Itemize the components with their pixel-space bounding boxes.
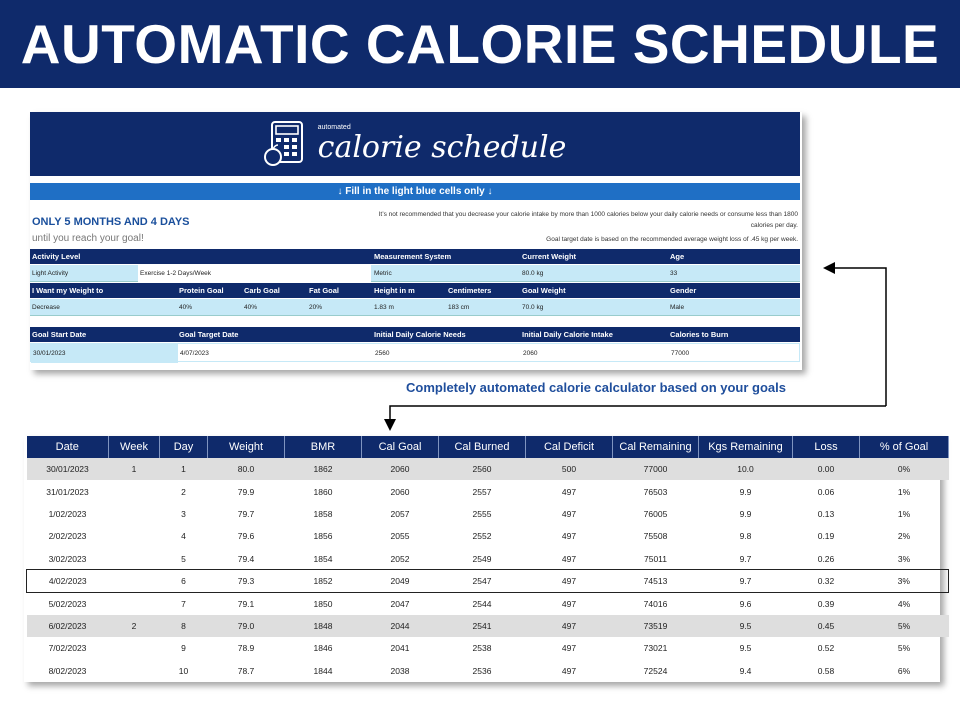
cell-weight[interactable]: 80.0 — [208, 458, 285, 480]
cell-loss[interactable]: 0.13 — [817, 508, 835, 519]
cell-cal-burned[interactable]: 2560 — [439, 458, 526, 480]
hdr-protein-goal: Protein Goal — [179, 286, 224, 295]
cell-day[interactable]: 8 — [160, 615, 208, 637]
cell-percent-of-goal[interactable]: 6% — [897, 665, 911, 676]
cell-cal-deficit[interactable]: 497 — [526, 615, 613, 637]
cell-date[interactable]: 1/02/2023 — [48, 508, 87, 519]
cell-cal-remaining[interactable]: 73519 — [613, 615, 699, 637]
cell-percent-of-goal[interactable]: 3% — [897, 553, 911, 564]
carb-goal-value[interactable]: 40% — [244, 304, 258, 311]
cell-percent-of-goal[interactable]: 5% — [897, 643, 911, 654]
fill-instruction: ↓ Fill in the light blue cells only ↓ — [30, 183, 800, 200]
cell-week[interactable] — [109, 570, 160, 592]
cell-cal-burned[interactable]: 2555 — [472, 508, 492, 519]
table-row[interactable] — [27, 480, 949, 502]
col-header-loss[interactable]: Loss — [793, 436, 860, 458]
arrow-to-table — [390, 406, 886, 428]
cell-cal-deficit[interactable]: 500 — [526, 458, 613, 480]
cell-bmr[interactable]: 1860 — [313, 486, 333, 497]
hdr-fat-goal: Fat Goal — [309, 286, 340, 295]
cell-week[interactable] — [109, 637, 160, 659]
cell-date[interactable]: 7/02/2023 — [48, 643, 87, 654]
cell-cal-burned[interactable]: 2549 — [472, 553, 492, 564]
current-weight-value[interactable]: 80.0 kg — [522, 270, 544, 277]
hdr-goal-weight: Goal Weight — [522, 286, 566, 295]
goal-start-date-value[interactable]: 30/01/2023 — [33, 350, 66, 357]
cell-bmr[interactable]: 1848 — [285, 615, 362, 637]
logo-small-text: automated — [317, 124, 351, 131]
measurement-system-value[interactable]: Metric — [374, 270, 392, 277]
cell-cal-remaining[interactable]: 75011 — [643, 553, 667, 564]
cell-kgs-remaining[interactable]: 9.4 — [739, 665, 752, 676]
cell-kgs-remaining[interactable]: 9.7 — [739, 553, 752, 564]
hdr-weight-direction: I Want my Weight to — [32, 286, 104, 295]
cell-loss[interactable]: 0.06 — [817, 486, 835, 497]
activity-description: Exercise 1-2 Days/Week — [140, 270, 212, 277]
cell-weight[interactable]: 79.9 — [237, 486, 255, 497]
hdr-goal-start-date: Goal Start Date — [32, 330, 87, 339]
cell-kgs-remaining[interactable]: 10.0 — [699, 458, 793, 480]
cell-kgs-remaining[interactable]: 9.9 — [739, 486, 752, 497]
hdr-daily-calorie-intake: Initial Daily Calorie Intake — [522, 330, 613, 339]
hdr-centimeters: Centimeters — [448, 286, 492, 295]
cell-bmr[interactable]: 1846 — [313, 643, 333, 654]
table-row[interactable] — [27, 615, 949, 637]
table-row[interactable] — [27, 548, 949, 570]
cell-date[interactable]: 4/02/2023 — [27, 570, 109, 592]
cell-cal-goal[interactable]: 2060 — [390, 486, 410, 497]
cell-date[interactable]: 31/01/2023 — [46, 486, 89, 497]
target-date-note: Goal target date is based on the recommended average weight loss of .45 kg per week. — [546, 236, 798, 243]
hdr-gender: Gender — [670, 286, 697, 295]
hdr-measurement-system: Measurement System — [374, 252, 452, 261]
cell-cal-goal[interactable]: 2044 — [362, 615, 439, 637]
schedule-table — [26, 436, 949, 682]
cell-kgs-remaining[interactable]: 9.7 — [699, 570, 793, 592]
cell-weight[interactable]: 78.9 — [237, 643, 255, 654]
cell-week[interactable] — [109, 592, 160, 614]
hdr-age: Age — [670, 252, 685, 261]
col-header-week[interactable]: Week — [109, 436, 160, 458]
cell-kgs-remaining[interactable]: 9.6 — [739, 598, 752, 609]
cell-cal-burned[interactable]: 2547 — [439, 570, 526, 592]
cell-percent-of-goal[interactable]: 5% — [860, 615, 949, 637]
cell-date[interactable]: 30/01/2023 — [27, 458, 109, 480]
table-row[interactable] — [27, 503, 949, 525]
cell-cal-remaining[interactable]: 74016 — [643, 598, 668, 609]
cell-cal-deficit[interactable]: 497 — [561, 553, 577, 564]
goal-weight-value[interactable]: 70.0 kg — [522, 304, 544, 311]
cell-cal-goal[interactable]: 2038 — [390, 665, 410, 676]
banner-title: AUTOMATIC CALORIE SCHEDULE — [20, 13, 940, 75]
cell-loss[interactable]: 0.58 — [817, 665, 835, 676]
cell-bmr[interactable]: 1850 — [313, 598, 333, 609]
cell-kgs-remaining[interactable]: 9.9 — [739, 508, 752, 519]
cell-cal-goal[interactable]: 2057 — [390, 508, 410, 519]
hdr-height: Height in m — [374, 286, 415, 295]
goal-duration-subline: until you reach your goal! — [32, 233, 144, 244]
col-header-weight[interactable]: Weight — [208, 436, 285, 458]
cell-cal-deficit[interactable]: 497 — [561, 598, 577, 609]
hdr-activity-level: Activity Level — [32, 252, 81, 261]
cell-week[interactable]: 1 — [109, 458, 160, 480]
cell-loss[interactable]: 0.39 — [817, 598, 835, 609]
cell-bmr[interactable]: 1844 — [313, 665, 333, 676]
cell-cal-deficit[interactable]: 497 — [561, 643, 577, 654]
cell-kgs-remaining[interactable]: 9.5 — [699, 615, 793, 637]
cell-weight[interactable]: 79.4 — [237, 553, 255, 564]
cell-date[interactable]: 6/02/2023 — [27, 615, 109, 637]
schedule-header-row — [27, 436, 949, 458]
col-header-cal-burned[interactable]: Cal Burned — [439, 436, 526, 458]
cell-kgs-remaining[interactable]: 9.5 — [739, 643, 752, 654]
cell-cal-remaining[interactable]: 77000 — [613, 458, 699, 480]
table-row[interactable] — [27, 660, 949, 682]
col-header-bmr[interactable]: BMR — [285, 436, 362, 458]
cell-loss[interactable]: 0.19 — [817, 531, 835, 542]
cell-day[interactable]: 6 — [160, 570, 208, 592]
cell-day[interactable]: 10 — [178, 665, 189, 676]
cell-cal-burned[interactable]: 2536 — [472, 665, 492, 676]
cell-percent-of-goal[interactable]: 1% — [897, 508, 911, 519]
cell-weight[interactable]: 79.3 — [208, 570, 285, 592]
table-row[interactable] — [27, 525, 949, 547]
cell-loss[interactable]: 0.45 — [793, 615, 860, 637]
cell-day[interactable]: 9 — [181, 643, 186, 654]
cell-cal-remaining[interactable]: 73021 — [643, 643, 668, 654]
cell-percent-of-goal[interactable]: 3% — [860, 570, 949, 592]
cell-day[interactable]: 4 — [181, 531, 186, 542]
cell-cal-remaining[interactable]: 76503 — [643, 486, 668, 497]
cell-cal-deficit[interactable]: 497 — [561, 508, 577, 519]
cell-weight[interactable]: 79.6 — [237, 531, 255, 542]
cell-cal-goal[interactable]: 2047 — [390, 598, 410, 609]
hdr-goal-target-date: Goal Target Date — [179, 330, 239, 339]
cell-percent-of-goal[interactable]: 1% — [897, 486, 911, 497]
cell-bmr[interactable]: 1854 — [313, 553, 333, 564]
table-row[interactable] — [27, 570, 949, 592]
weight-direction-value[interactable]: Decrease — [32, 304, 60, 311]
cell-bmr[interactable]: 1852 — [285, 570, 362, 592]
cell-percent-of-goal[interactable]: 0% — [860, 458, 949, 480]
logo-main-text: calorie schedule — [317, 129, 567, 165]
cell-day[interactable]: 7 — [181, 598, 186, 609]
cell-loss[interactable]: 0.32 — [793, 570, 860, 592]
cell-day[interactable]: 2 — [181, 486, 186, 497]
hdr-carb-goal: Carb Goal — [244, 286, 280, 295]
cell-weight[interactable]: 78.7 — [237, 665, 255, 676]
hdr-daily-calorie-needs: Initial Daily Calorie Needs — [374, 330, 466, 339]
calories-to-burn-value: 77000 — [671, 350, 690, 357]
col-header-cal-goal[interactable]: Cal Goal — [362, 436, 439, 458]
cell-week[interactable] — [109, 480, 160, 502]
height-value[interactable]: 1.83 m — [374, 304, 394, 311]
cell-loss[interactable]: 0.52 — [817, 643, 835, 654]
cell-week[interactable] — [109, 548, 160, 570]
daily-calorie-needs-value: 2560 — [375, 350, 390, 357]
cell-date[interactable]: 8/02/2023 — [48, 665, 87, 676]
schedule-table-card — [24, 436, 940, 682]
cell-date[interactable]: 3/02/2023 — [48, 553, 87, 564]
cell-week[interactable]: 2 — [109, 615, 160, 637]
calorie-warning-note: It’s not recommended that you decrease your calorie intake by more than 1000 calories below your daily calorie needs or consume less than 1800 calories per day. — [378, 211, 798, 229]
cell-cal-goal[interactable]: 2041 — [390, 643, 410, 654]
age-value[interactable]: 33 — [670, 270, 678, 277]
daily-calorie-intake-value: 2060 — [523, 350, 538, 357]
cell-cal-goal[interactable]: 2060 — [362, 458, 439, 480]
col-header-cal-deficit[interactable]: Cal Deficit — [526, 436, 613, 458]
cell-day[interactable]: 1 — [160, 458, 208, 480]
centimeters-value: 183 cm — [448, 304, 470, 311]
col-header-date[interactable]: Date — [27, 436, 109, 458]
cell-cal-burned[interactable]: 2538 — [472, 643, 492, 654]
table-row[interactable] — [27, 458, 949, 480]
cell-weight[interactable]: 79.1 — [237, 598, 255, 609]
cell-percent-of-goal[interactable]: 2% — [897, 531, 911, 542]
arrow-to-preview — [826, 268, 886, 406]
fat-goal-value[interactable]: 20% — [309, 304, 323, 311]
gender-value[interactable]: Male — [670, 304, 685, 311]
cell-loss[interactable]: 0.26 — [817, 553, 835, 564]
cell-cal-burned[interactable]: 2541 — [439, 615, 526, 637]
col-header-percent-of-goal[interactable]: % of Goal — [860, 436, 949, 458]
protein-goal-value[interactable]: 40% — [179, 304, 193, 311]
cell-cal-remaining[interactable]: 72524 — [643, 665, 668, 676]
cell-cal-burned[interactable]: 2557 — [472, 486, 492, 497]
cell-cal-goal[interactable]: 2049 — [362, 570, 439, 592]
table-row[interactable] — [27, 592, 949, 614]
annotation-text: Completely automated calorie calculator based on your goals — [406, 380, 786, 395]
cell-cal-burned[interactable]: 2552 — [472, 531, 492, 542]
cell-cal-deficit[interactable]: 497 — [561, 486, 577, 497]
activity-level-value[interactable]: Light Activity — [32, 270, 69, 277]
cell-cal-remaining[interactable]: 76005 — [643, 508, 668, 519]
cell-date[interactable]: 5/02/2023 — [48, 598, 87, 609]
cell-day[interactable]: 5 — [181, 553, 186, 564]
cell-week[interactable] — [109, 503, 160, 525]
cell-cal-deficit[interactable]: 497 — [526, 570, 613, 592]
cell-cal-deficit[interactable]: 497 — [561, 665, 577, 676]
cell-cal-goal[interactable]: 2055 — [390, 531, 410, 542]
hdr-current-weight: Current Weight — [522, 252, 577, 261]
goal-target-date-value: 4/07/2023 — [180, 350, 209, 357]
cell-weight[interactable]: 79.0 — [208, 615, 285, 637]
cell-loss[interactable]: 0.00 — [793, 458, 860, 480]
cell-day[interactable]: 3 — [181, 508, 186, 519]
cell-cal-remaining[interactable]: 74513 — [613, 570, 699, 592]
cell-date[interactable]: 2/02/2023 — [48, 531, 87, 542]
cell-week[interactable] — [109, 525, 160, 547]
table-row[interactable] — [27, 637, 949, 659]
cell-weight[interactable]: 79.7 — [237, 508, 255, 519]
goal-duration-headline: ONLY 5 MONTHS AND 4 DAYS — [32, 216, 190, 228]
cell-bmr[interactable]: 1862 — [285, 458, 362, 480]
hdr-calories-to-burn: Calories to Burn — [670, 330, 729, 339]
cell-bmr[interactable]: 1856 — [313, 531, 333, 542]
cell-cal-deficit[interactable]: 497 — [561, 531, 577, 542]
cell-bmr[interactable]: 1858 — [313, 508, 333, 519]
col-header-day[interactable]: Day — [160, 436, 208, 458]
cell-cal-remaining[interactable]: 75508 — [643, 531, 668, 542]
col-header-cal-remaining[interactable]: Cal Remaining — [613, 436, 699, 458]
cell-percent-of-goal[interactable]: 4% — [897, 598, 911, 609]
cell-kgs-remaining[interactable]: 9.8 — [739, 531, 752, 542]
col-header-kgs-remaining[interactable]: Kgs Remaining — [699, 436, 793, 458]
cell-week[interactable] — [109, 660, 160, 682]
cell-cal-burned[interactable]: 2544 — [472, 598, 492, 609]
cell-cal-goal[interactable]: 2052 — [390, 553, 410, 564]
